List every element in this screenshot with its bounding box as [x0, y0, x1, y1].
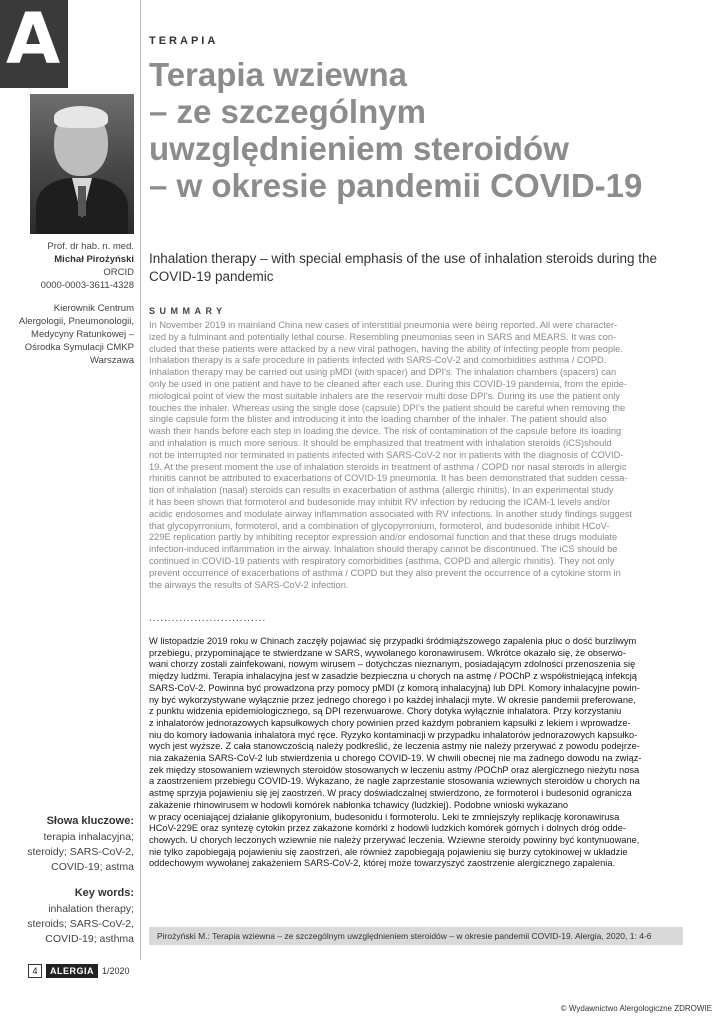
journal-logo	[0, 0, 68, 88]
summary-line: prevent occurrence of exacerbations of asthma / COPD but they also prevent the occurrence of a cytokine storm in	[149, 567, 621, 578]
summary-line: cluded that these patients were attacked by a new viral pathogen, having the ability of infecting people from people.	[149, 343, 623, 354]
logo-letter: A	[6, 0, 61, 80]
summary-line: infection-induced inflammation in the airway. Inhalation should therapy cannot be discontinued. The iCS should be	[149, 544, 618, 555]
keyword-line: inhalation therapy;	[48, 903, 134, 915]
title-line: – w okresie pandemii COVID-19	[149, 167, 643, 204]
keyword-line: steroidy; SARS-CoV-2,	[27, 846, 134, 858]
summary-line: single capsule form the blister and introducing it into the loading chamber of the inhaler. The patient should also	[149, 414, 607, 425]
summary-line: Inhalation therapy is a safe procedure in patients infected with SARS-CoV-2 and comorbidities asthma / COPD.	[149, 355, 607, 366]
column-divider	[140, 0, 141, 960]
orcid-id: 0000-0003-3611-4328	[40, 280, 134, 291]
summary-line: miological point of view the most suitable inhalers are the reservoir multi dose DPI's. During its use the patient only	[149, 390, 620, 401]
summary-line: that glycopyrronium, formoterol, and a combination of glycopyrronium, formoterol, and budesonide inhibit HCoV-	[149, 520, 610, 531]
keyword-line: COVID-19; astma	[51, 861, 134, 873]
summary-line: rhinitis cannot be attributed to exacerbations of COVID-19 pneumonia. It has been demonstrated that sudden cessa-	[149, 473, 628, 484]
summary-line: In November 2019 in mainland China new cases of interstitial pneumonia were being reported. All were character-	[149, 320, 618, 330]
journal-name: ALERGIA	[46, 964, 98, 978]
summary-line: 19. At the present moment the use of inhalation steroids in treatment of asthma / COPD nor nasal steroids in allergic	[149, 461, 627, 472]
summary-line: it has been shown that formoterol and budesonide may inhibit RV infection by reducing the ICAM-1 levels and/or	[149, 496, 611, 507]
separator: ...............................	[149, 613, 267, 624]
author-photo	[30, 94, 134, 234]
summary-line: not be interrupted nor terminated in patients infected with SARS-CoV-2 nor in patients with the diagnosis of COVID-	[149, 449, 624, 460]
keywords-en-heading: Key words:	[74, 887, 134, 899]
body-line: nia zakażenia SARS-CoV-2 lub stwierdzenia u chorego COVID-19. W chwili obecnej nie ma żadnego dowodu na związ-	[149, 753, 642, 764]
copyright: © Wydawnictwo Alergologiczne ZDROWIE	[560, 1004, 712, 1013]
summary-line: 229E replication partly by inhibiting receptor expression and/or endosomal function and that these drugs modulate	[149, 532, 618, 543]
body-line: a zaostrzeniem przebiegu COVID-19. Wykazano, że nagłe zaprzestanie stosowania wziewnych steroidów u chorych na	[149, 776, 640, 787]
article-title	[149, 56, 709, 204]
citation-bar: Pirożyński M.: Terapia wziewna – ze szczególnym uwzględnieniem steroidów – w okresie pandemii COVID-19. Alergia, 2020, 1: 4-6	[149, 927, 683, 945]
summary-line: acidic endosomes and modulate airway inflammation associated with RV infections. In another study findings suggest	[149, 508, 633, 519]
orcid-label: ORCID	[103, 267, 134, 278]
body-line: w pracy oceniającej działanie glikopyronium, budesonidu i formoterolu. Leki te zmniejszyły replikację koronawirusa	[149, 811, 620, 822]
summary-heading: SUMMARY	[149, 306, 227, 316]
body-line: ny być wykorzystywane wyłącznie przez jednego chorego i po każdej inhalacji myte. W okresie pandemii preferowane,	[149, 694, 636, 705]
body-line: oddechowym wywołanej zakażeniem SARS-CoV-2, której może towarzyszyć zaostrzenie alergicznego zapalenia.	[149, 858, 616, 869]
keyword-line: terapia inhalacyjna;	[43, 831, 134, 843]
title-line: uwzględnieniem steroidów	[149, 130, 569, 167]
body-line: z inhalatorów jednorazowych kapsułkowych chory powinien przed każdym pobraniem kapsułki z lekiem i wprowadze-	[149, 717, 631, 728]
page-number: 4	[28, 964, 42, 978]
summary-line: Inhalation therapy may be carried out using pMDI (with spacer) and DPI's. The inhalation chambers (spacers) can	[149, 367, 617, 378]
summary-line: tion of inhalation (nasal) steroids can results in exacerbation of asthma (allergic rhinitis). In an experimental study	[149, 485, 614, 496]
issue-number: 1/2020	[102, 966, 130, 976]
body-line: niu do komory ładowania inhalatora myć ręce. Ryzyko kontaminacji w przypadku inhalatorów jednorazowych kapsułko-	[149, 729, 638, 740]
body-line: wani chorzy zostali zainfekowani, nowym wirusem – dotychczas nieznanym, posiadającym zdolności przenoszenia się	[149, 659, 636, 670]
summary-line: and inhalation is much more serious. It should be emphasized that treatment with inhalation steroids (iCS)should	[149, 437, 612, 448]
page-footer	[28, 964, 130, 978]
summary-line: wash their hands before each step in loading the device. The risk of contamination of the capsule before its loading	[149, 426, 622, 437]
affiliation-line: Warszawa	[90, 355, 134, 366]
affiliation-line: Ośrodka Symulacji CMKP	[24, 342, 134, 353]
affiliation-line: Kierownik Centrum	[53, 303, 134, 314]
body-line: zek między stosowaniem wziewnych steroidów stosowanych w leczeniu astmy /POChP oraz alergicznego nieżytu nosa	[149, 764, 640, 775]
summary-line: ized by a fulminant and potentially lethal course. Resembling pneumonias seen in SARS and MEARS. It was con-	[149, 331, 617, 342]
summary-line: the airways the results of SARS-CoV-2 infection.	[149, 579, 349, 590]
body-line: przebiegu, przypominające te stwierdzane w SARS, wywołanego koronawirusem. Wkrótce okazało się, że obserwo-	[149, 647, 626, 658]
title-line: – ze szczególnym	[149, 93, 426, 130]
summary-line: touches the inhaler. Whereas using the single dose (capsule) DPI's the patient should be careful when removing the	[149, 402, 626, 413]
keyword-line: COVID-19; asthma	[45, 933, 134, 945]
english-title: Inhalation therapy – with special emphasis of the use of inhalation steroids during the COVID-19 pandemic	[149, 251, 658, 284]
summary-text	[149, 320, 677, 591]
keywords-pl	[27, 830, 134, 875]
body-line: astmę sprzyja pojawieniu się jej zaostrzeń. W pracy doświadczalnej stwierdzono, że formoterol i budesonid ogranicza	[149, 788, 632, 799]
body-line: między ludźmi. Terapia inhalacyjna jest w zasadzie bezpieczna u chorych na astmę / POChP z współistniejącą infekcją	[149, 671, 637, 682]
author-block	[41, 240, 134, 292]
author-name: Michał Pirożyński	[54, 254, 134, 265]
body-line: W listopadzie 2019 roku w Chinach zaczęły pojawiać się przypadki śródmiąższowego zapalenia płuc o dość burzliwym	[149, 636, 637, 646]
keywords-pl-heading: Słowa kluczowe:	[46, 815, 134, 827]
body-line: SARS-CoV-2. Powinna być prowadzona przy pomocy pMDI (z komorą inhalacyjną) lub DPI. Komory inhalacyjne powin-	[149, 682, 640, 693]
body-line: nie tylko zapobiegają pojawieniu się zaostrzeń, ale również zapobiegają pojawieniu się burzy cytokinowej w układzie	[149, 846, 628, 857]
body-line: wych jest wyższe. Z cała stanowczością należy podkreślić, że leczenia astmy nie należy przerywać z powodu podejrze-	[149, 741, 640, 752]
body-line: chowych. U chorych leczonych wziewnie nie należy przerywać leczenia. Wziewne steroidy powinny być kontynuowane,	[149, 834, 640, 845]
author-degree: Prof. dr hab. n. med.	[47, 241, 134, 252]
body-line: z punktu widzenia epidemiologicznego, są DPI rezerwuarowe. Chory dotyka wyłącznie inhalatora. Przy korzystaniu	[149, 706, 622, 717]
section-label: TERAPIA	[149, 35, 219, 47]
body-line: zakażenie rhinowirusem w hodowli komórek nabłonka tchawicy (ludzkiej). Podobne wnioski wykazano	[149, 799, 569, 810]
body-text	[149, 636, 683, 870]
summary-line: continued in COVID-19 patients with respiratory comorbidities (asthma, COPD and allergic rhinitis). They not only	[149, 555, 615, 566]
affiliation-line: Alergologii, Pneumonologii,	[18, 316, 134, 327]
title-line: Terapia wziewna	[149, 56, 407, 93]
summary-line: only be used in one patient and have to be cleaned after each use. During this COVID-19 pandemia, from the epide-	[149, 378, 628, 389]
affiliation	[14, 302, 134, 367]
affiliation-line: Medycyny Ratunkowej –	[31, 329, 134, 340]
keyword-line: steroids; SARS-CoV-2,	[27, 918, 134, 930]
body-line: HCoV-229E oraz syntezę cytokin przez zakażone komórki z hodowli ludzkich komórek górnych i dolnych dróg odde-	[149, 823, 626, 834]
keywords-en	[27, 902, 134, 947]
